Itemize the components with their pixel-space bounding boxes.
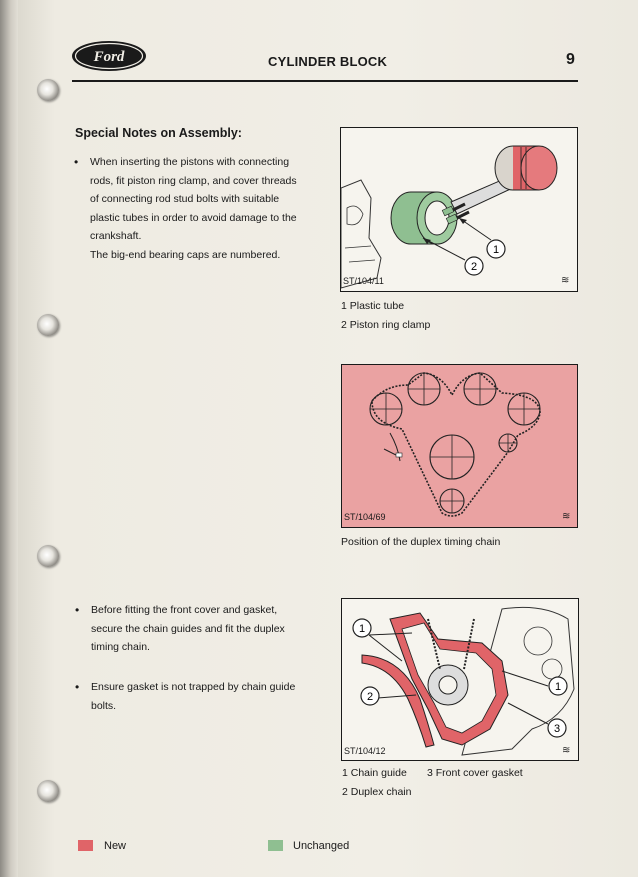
note-bullet <box>75 678 296 715</box>
timing-chain-illustration <box>342 365 577 527</box>
note-line: of connecting rod stud bolts with suitable <box>90 193 280 205</box>
bullet-dot: • <box>75 603 80 617</box>
revision-mark-icon: ≋ <box>562 745 571 756</box>
svg-text:Ford: Ford <box>93 49 125 65</box>
binder-hole <box>37 79 59 101</box>
callout-1: 1 <box>492 244 500 256</box>
callout-3: 3 <box>553 723 561 735</box>
callout-2: 2 <box>366 691 374 703</box>
legend-swatch-new <box>78 840 93 851</box>
figure-duplex-timing-chain <box>341 364 578 528</box>
figure-caption: 1 Chain guide 3 Front cover gasket 2 Duplex chain <box>342 767 523 798</box>
figure-caption: Position of the duplex timing chain <box>341 536 501 548</box>
legend-swatch-unchanged <box>268 840 283 851</box>
note-line: The big-end bearing caps are numbered. <box>90 248 281 261</box>
binder-hole <box>37 314 59 336</box>
note-line: crankshaft. <box>90 230 142 242</box>
bullet-dot: • <box>74 155 79 169</box>
chain-guide-illustration <box>342 599 578 760</box>
binder-hole <box>37 545 59 567</box>
binder-hole <box>37 780 59 802</box>
callout-2: 2 <box>470 261 478 273</box>
notes-heading: Special Notes on Assembly: <box>75 126 242 140</box>
page-title: CYLINDER BLOCK <box>268 54 388 69</box>
note-line: Ensure gasket is not trapped by chain guide <box>91 681 296 693</box>
note-line: timing chain. <box>91 641 150 653</box>
ford-logo <box>71 40 147 72</box>
figure-ref: ST/104/69 <box>344 512 386 522</box>
note-line: Before fitting the front cover and gasket, <box>91 604 278 616</box>
binder-edge <box>0 0 18 877</box>
legend-label-new: New <box>104 840 127 852</box>
figure-chain-guides <box>341 598 579 761</box>
figure-caption: 1 Plastic tube 2 Piston ring clamp <box>341 300 431 331</box>
note-line: secure the chain guides and fit the duplex <box>91 622 285 635</box>
piston-illustration <box>341 128 577 291</box>
figure-piston-ring-clamp <box>340 127 578 292</box>
page-number: 9 <box>566 51 575 68</box>
figure-ref: ST/104/12 <box>344 746 386 756</box>
legend-label-unchanged: Unchanged <box>293 840 350 852</box>
note-line: plastic tubes in order to avoid damage to the <box>90 211 297 224</box>
note-bullet <box>75 601 285 657</box>
figure-ref: ST/104/11 <box>343 276 384 286</box>
note-bullet <box>74 153 297 264</box>
note-line: When inserting the pistons with connecting <box>90 156 290 168</box>
callout-1: 1 <box>554 681 562 693</box>
header-rule <box>72 80 578 82</box>
revision-mark-icon: ≋ <box>562 511 571 522</box>
note-line: bolts. <box>91 699 117 712</box>
note-line: rods, fit piston ring clamp, and cover threads <box>90 174 297 187</box>
bullet-dot: • <box>75 680 80 694</box>
callout-1: 1 <box>358 623 366 635</box>
revision-mark-icon: ≋ <box>561 275 570 286</box>
